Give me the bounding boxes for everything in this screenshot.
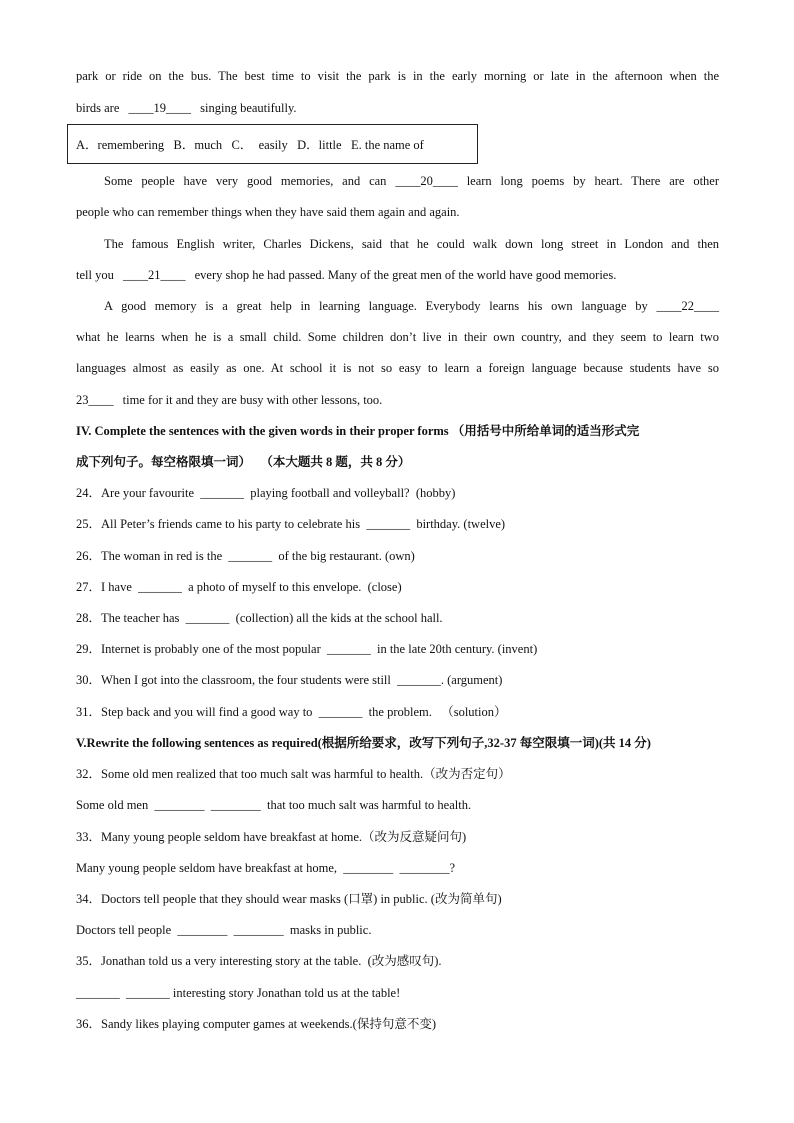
text: birds are xyxy=(76,101,120,115)
word-choices: A．remembering B．much C． easily D．little E. the name of xyxy=(76,138,424,152)
blank-21[interactable]: ____21____ xyxy=(122,268,186,282)
text: singing beautifully. xyxy=(200,101,297,115)
passage-line: people who can remember things when they have said them again and again. xyxy=(76,205,460,219)
passage-line: park or ride on the bus. The best time to visit the park is in the early morning or late in the afternoon when the xyxy=(76,69,719,83)
passage-line xyxy=(104,298,719,314)
answer-line-35[interactable]: _______ _______ interesting story Jonathan told us at the table! xyxy=(76,986,401,1000)
section-4-heading-cont: 成下列句子。每空格限填一词） （本大题共 8 题，共 8 分） xyxy=(76,455,411,469)
question-36: 36．Sandy likes playing computer games at weekends.(保持句意不变) xyxy=(76,1017,436,1031)
section-5-heading: V.Rewrite the following sentences as required(根据所给要求，改写下列句子,32-37 每空限填一词)(共 14 分) xyxy=(76,736,651,750)
question-32: 32．Some old men realized that too much salt was harmful to health.（改为否定句） xyxy=(76,767,511,781)
question-35: 35．Jonathan told us a very interesting story at the table. (改为感叹句). xyxy=(76,954,442,968)
section-4-heading: IV. Complete the sentences with the given words in their proper forms （用括号中所给单词的适当形式完 xyxy=(76,424,640,438)
question-28: 28．The teacher has _______ (collection) all the kids at the school hall. xyxy=(76,611,443,625)
text: Some people have very good memories, and can xyxy=(104,174,387,188)
text: A good memory is a great help in learning language. Everybody learns his own language by xyxy=(104,299,648,313)
question-34: 34．Doctors tell people that they should wear masks (口罩) in public. (改为简单句) xyxy=(76,892,502,906)
blank-19[interactable]: ____19____ xyxy=(128,101,192,115)
passage-line xyxy=(76,100,297,116)
answer-line-32[interactable]: Some old men ________ ________ that too much salt was harmful to health. xyxy=(76,798,472,812)
question-27: 27．I have _______ a photo of myself to this envelope. (close) xyxy=(76,580,402,594)
answer-line-33[interactable]: Many young people seldom have breakfast at home, ________ ________? xyxy=(76,861,456,875)
passage-line xyxy=(104,173,719,189)
text: tell you xyxy=(76,268,114,282)
blank-23[interactable]: 23____ xyxy=(76,393,114,407)
question-24: 24．Are your favourite _______ playing football and volleyball? (hobby) xyxy=(76,486,456,500)
question-26: 26．The woman in red is the _______ of the big restaurant. (own) xyxy=(76,549,415,563)
question-29: 29．Internet is probably one of the most popular _______ in the late 20th century. (invent) xyxy=(76,642,538,656)
text: every shop he had passed. Many of the great men of the world have good memories. xyxy=(194,268,617,282)
question-25: 25．All Peter’s friends came to his party to celebrate his _______ birthday. (twelve) xyxy=(76,517,506,531)
passage-line: languages almost as easily as one. At school it is not so easy to learn a foreign language because students have so xyxy=(76,361,719,375)
word-choice-box xyxy=(67,124,478,164)
passage-line: what he learns when he is a small child. Some children don’t live in their own country, and they seem to learn two xyxy=(76,330,719,344)
blank-22[interactable]: ____22____ xyxy=(656,299,720,313)
text: learn long poems by heart. There are other xyxy=(466,174,720,188)
passage-line xyxy=(76,267,616,283)
question-33: 33．Many young people seldom have breakfast at home.（改为反意疑问句) xyxy=(76,830,467,844)
question-30: 30．When I got into the classroom, the four students were still _______. (argument) xyxy=(76,673,503,687)
passage-line xyxy=(76,392,382,408)
text: time for it and they are busy with other lessons, too. xyxy=(122,393,383,407)
passage-line: The famous English writer, Charles Dickens, said that he could walk down long street in London and then xyxy=(104,237,719,251)
answer-line-34[interactable]: Doctors tell people ________ ________ masks in public. xyxy=(76,923,372,937)
blank-20[interactable]: ____20____ xyxy=(395,174,458,188)
question-31: 31．Step back and you will find a good way to _______ the problem. （solution） xyxy=(76,705,507,719)
